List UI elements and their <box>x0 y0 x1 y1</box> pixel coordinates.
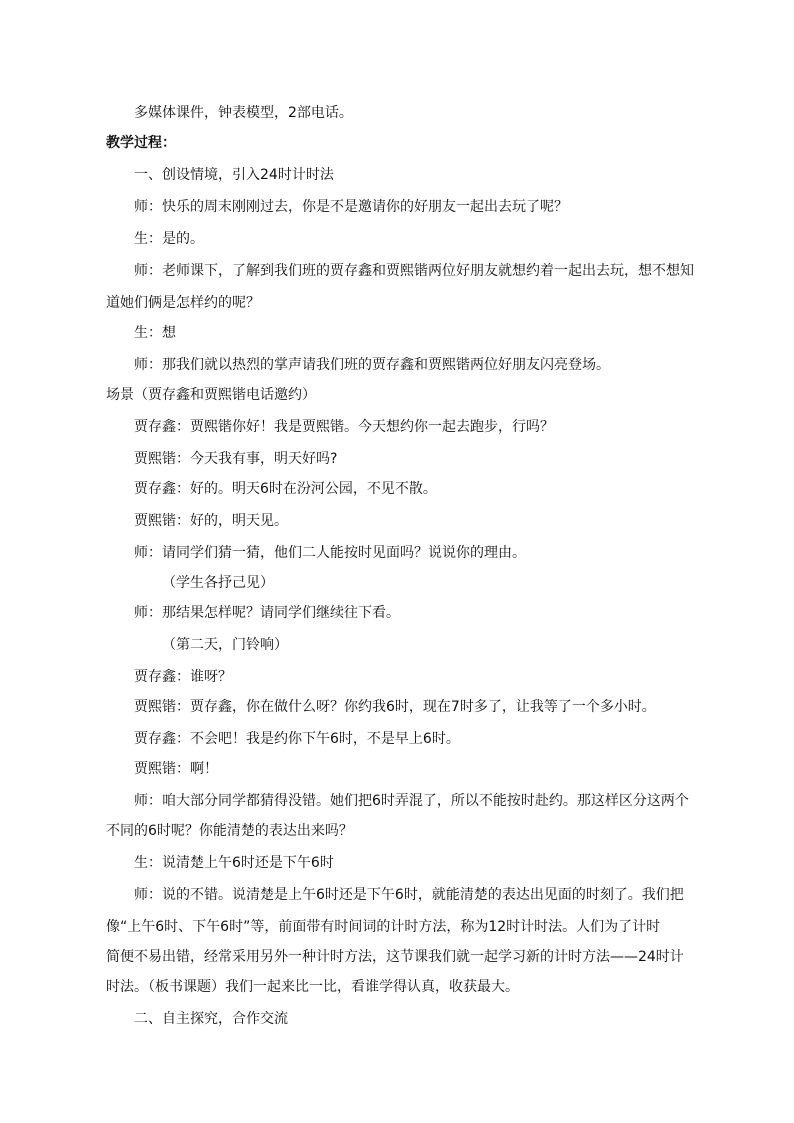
dialogue-line-continued: 时法。（板书课题）我们一起来比一比，看谁学得认真，收获最大。 <box>106 979 519 995</box>
dialogue-line: 贾熙锴：啊！ <box>134 761 218 777</box>
dialogue-line: 贾熙锴：今天我有事，明天好吗? <box>134 451 338 467</box>
dialogue-line: 贾存鑫：谁呀？ <box>134 669 232 685</box>
dialogue-line: 生：说清楚上午6时还是下午6时 <box>134 855 334 871</box>
dialogue-line: 师：那结果怎样呢？请同学们继续往下看。 <box>134 605 400 621</box>
dialogue-line: 贾熙锴：好的，明天见。 <box>134 513 288 529</box>
dialogue-line: 生：想 <box>134 325 176 341</box>
dialogue-line: 生：是的。 <box>134 231 204 247</box>
scene-heading: 场景（贾存鑫和贾熙锴电话邀约） <box>106 387 316 403</box>
dialogue-line-continued: 简便不易出错，经常采用另外一种计时方法，这节课我们就一起学习新的计时方法——24时计 <box>106 949 684 965</box>
dialogue-line-continued: 不同的6时呢？你能清楚的表达出来吗？ <box>106 823 353 839</box>
section-heading-one: 一、创设情境，引入24时计时法 <box>134 167 334 183</box>
dialogue-line: 贾熙锴：贾存鑫，你在做什么呀？你约我6时，现在7时多了，让我等了一个多小时。 <box>134 699 656 715</box>
dialogue-line: 师：请同学们猜一猜，他们二人能按时见面吗？说说你的理由。 <box>134 545 526 561</box>
section-heading-two: 二、自主探究，合作交流 <box>134 1011 288 1027</box>
stage-direction: （第二天，门铃响） <box>162 637 288 653</box>
materials-line: 多媒体课件，钟表模型，2部电话。 <box>134 105 353 121</box>
dialogue-line: 师：说的不错。说清楚是上午6时还是下午6时，就能清楚的表达出见面的时刻了。我们把 <box>134 887 684 903</box>
section-heading-teaching-process: 教学过程： <box>106 135 176 151</box>
dialogue-line: 师：老师课下，了解到我们班的贾存鑫和贾熙锴两位好朋友就想约着一起出去玩，想不想知 <box>134 263 694 279</box>
dialogue-line-continued: 道她们俩是怎样约的呢？ <box>106 295 260 311</box>
dialogue-line: 贾存鑫：不会吧！我是约你下午6时，不是早上6时。 <box>134 731 460 747</box>
dialogue-line: 师：快乐的周末刚刚过去，你是不是邀请你的好朋友一起出去玩了呢？ <box>134 199 568 215</box>
dialogue-line: 贾存鑫：贾熙锴你好！我是贾熙锴。今天想约你一起去跑步，行吗？ <box>134 419 554 435</box>
dialogue-line: 师：那我们就以热烈的掌声请我们班的贾存鑫和贾熙锴两位好朋友闪亮登场。 <box>134 357 610 373</box>
dialogue-line: 贾存鑫：好的。明天6时在汾河公园，不见不散。 <box>134 481 437 497</box>
dialogue-line: 师：咱大部分同学都猜得没错。她们把6时弄混了，所以不能按时赴约。那这样区分这两个 <box>134 793 689 809</box>
dialogue-line-continued: 像“上午6时、下午6时”等，前面带有时间词的计时方法，称为12时计时法。人们为了计时 <box>106 919 661 935</box>
stage-direction: （学生各抒己见） <box>162 575 274 591</box>
